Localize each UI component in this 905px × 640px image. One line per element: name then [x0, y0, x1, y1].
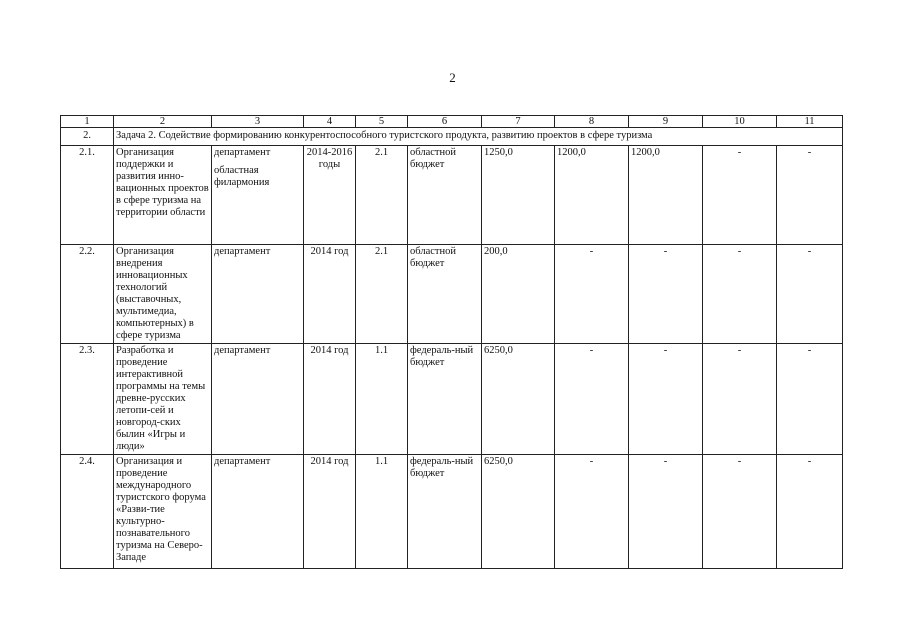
- amount-year-1: 6250,0: [482, 344, 555, 455]
- column-number: 4: [304, 116, 356, 128]
- activity-name: Организация и проведение международного туристского форума «Разви-тие культурно-познавательного туризма на Северо-Западе: [114, 455, 212, 569]
- column-number: 5: [356, 116, 408, 128]
- task-number: 2.: [61, 128, 114, 146]
- amount-year-3: -: [629, 245, 703, 344]
- column-number: 10: [703, 116, 777, 128]
- target-indicator: 2.1: [356, 146, 408, 245]
- executor-cell: [212, 146, 304, 245]
- column-number: 7: [482, 116, 555, 128]
- column-number: 11: [777, 116, 843, 128]
- period: 2014-2016 годы: [304, 146, 356, 245]
- amount-year-4: -: [703, 455, 777, 569]
- amount-year-5: -: [777, 245, 843, 344]
- funding-source: областной бюджет: [408, 245, 482, 344]
- amount-year-1: 1250,0: [482, 146, 555, 245]
- amount-year-2: -: [555, 245, 629, 344]
- row-number: 2.4.: [61, 455, 114, 569]
- row-number: 2.1.: [61, 146, 114, 245]
- amount-year-3: -: [629, 344, 703, 455]
- amount-year-3: 1200,0: [629, 146, 703, 245]
- column-number: 8: [555, 116, 629, 128]
- amount-year-2: -: [555, 344, 629, 455]
- page-number: 2: [449, 70, 456, 85]
- executor-cell: [212, 344, 304, 455]
- column-number: 2: [114, 116, 212, 128]
- task-title: Задача 2. Содействие формированию конкурентоспособного туристского продукта, развитию проектов в сфере туризма: [114, 128, 843, 146]
- column-number: 3: [212, 116, 304, 128]
- program-table: [60, 115, 843, 569]
- amount-year-5: -: [777, 344, 843, 455]
- column-number: 9: [629, 116, 703, 128]
- amount-year-3: -: [629, 455, 703, 569]
- target-indicator: 1.1: [356, 455, 408, 569]
- target-indicator: 2.1: [356, 245, 408, 344]
- column-number: 1: [61, 116, 114, 128]
- executor-cell: [212, 245, 304, 344]
- column-number: 6: [408, 116, 482, 128]
- period: 2014 год: [304, 455, 356, 569]
- funding-source: федераль-ный бюджет: [408, 455, 482, 569]
- amount-year-1: 6250,0: [482, 455, 555, 569]
- funding-source: областной бюджет: [408, 146, 482, 245]
- amount-year-5: -: [777, 146, 843, 245]
- activity-name: Организация внедрения инновационных технологий (выставочных, мультимедиа, компьютерных) в сфере туризма: [114, 245, 212, 344]
- period: 2014 год: [304, 245, 356, 344]
- amount-year-1: 200,0: [482, 245, 555, 344]
- table-row: [61, 344, 843, 455]
- amount-year-4: -: [703, 344, 777, 455]
- activity-name: Разработка и проведение интерактивной программы на темы древне-русских летопи-сей и новгород-ских былин «Игры и люди»: [114, 344, 212, 455]
- row-number: 2.3.: [61, 344, 114, 455]
- executor: областная филармония: [214, 165, 270, 188]
- amount-year-5: -: [777, 455, 843, 569]
- amount-year-2: -: [555, 455, 629, 569]
- executor: департамент: [214, 246, 271, 257]
- table-row: [61, 245, 843, 344]
- amount-year-4: -: [703, 146, 777, 245]
- table-row: [61, 146, 843, 245]
- target-indicator: 1.1: [356, 344, 408, 455]
- table-row: [61, 455, 843, 569]
- amount-year-2: 1200,0: [555, 146, 629, 245]
- task-row: [61, 128, 843, 146]
- period: 2014 год: [304, 344, 356, 455]
- header-row: [61, 116, 843, 128]
- activity-name: Организация поддержки и развития инно-вационных проектов в сфере туризма на территории области: [114, 146, 212, 245]
- executor: департамент: [214, 147, 271, 158]
- funding-source: федераль-ный бюджет: [408, 344, 482, 455]
- row-number: 2.2.: [61, 245, 114, 344]
- executor-cell: [212, 455, 304, 569]
- amount-year-4: -: [703, 245, 777, 344]
- executor: департамент: [214, 456, 271, 467]
- executor: департамент: [214, 345, 271, 356]
